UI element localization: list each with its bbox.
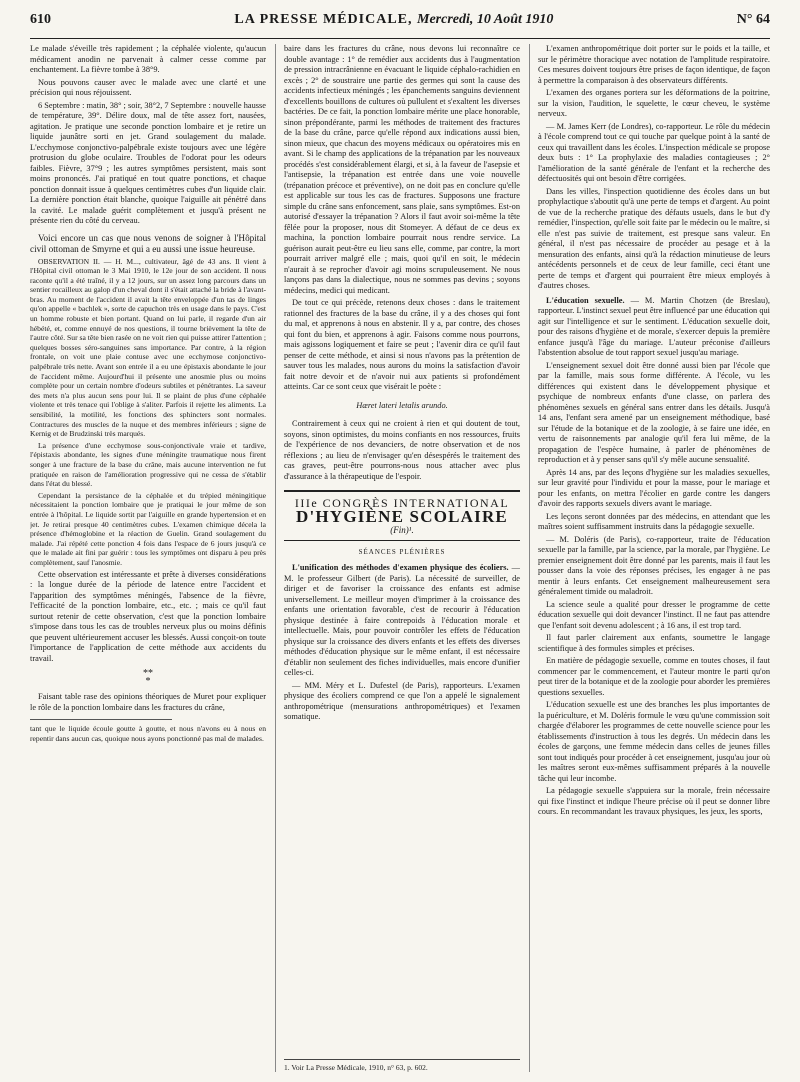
columns	[30, 44, 770, 1072]
paragraph	[538, 296, 770, 359]
paragraph: — MM. Méry et L. Dufestel (de Paris), rapporteurs. L'examen physique des écoliers comprend ce que l'on a appelé le signalement anthropométrique (mensurations anthropométriques) et l'examen somatique.	[284, 680, 520, 721]
congress-heading	[284, 490, 520, 541]
section-subtitle: SÉANCES PLÉNIÈRES	[358, 547, 446, 556]
paragraph: L'examen des organes portera sur les déformations de la poitrine, sur la vision, l'audition, le squelette, le cœur cheveu, le système nerveux.	[538, 88, 770, 118]
paragraph: 6 Septembre : matin, 38° ; soir, 38°2, 7 Septembre : nouvelle hausse de température, 39°. Délire doux, mal de tête assez fort, nausées, agitation. Je pratique une seconde ponction lombaire et je retire un liquide jaunâtre sorti en jet. Grand soulagement du malade. L'ecchymose conjonctivo-palpébrale existe toujours avec une légère protrusion du globe oculaire. Troubles de l'odorat pour les odeurs faibles. Fièvre, 37°9 ; les autres symptômes persistent, mais sont moins prononcés. J'ai pratiqué en tout quatre ponctions, et chaque ponction donnait issue à quelques centimètres cubes d'un liquide clair. La dernière ponction était blanche, quoique l'aiguille ait pénétré dans la cavité. Le malade guérit complètement et jusqu'à présent ne présente rien du côté du cerveau.	[30, 100, 266, 225]
paragraph: En matière de pédagogie sexuelle, comme en toutes choses, il faut commencer par le commencement, et l'auteur montre le parti qu'on peut tirer de la botanique et de la zoologie pour aborder les premières questions sexuelles.	[538, 656, 770, 697]
paragraph: Dans les villes, l'inspection quotidienne des écoles dans un but prophylactique s'aboutit qu'à une perte de temps et d'argent. Au point de vue de la recherche pratique des défauts usuels, dans le but d'y remédier, l'inspection, qu'elle soit faite par le médecin ou le maître, si elle n'est pas suivie de traitement, est presque sans valeur. En général, il n'est pas nécessaire de procéder au pesage et à la mensuration des enfants, ainsi qu'à la rédaction minutieuse de leurs antécédents personnels et de ceux de leur famille, ceci étant une perte de temps et d'argent qui pourraient être mieux employés à d'autres choses.	[538, 186, 770, 290]
congress-title-line2: D'HYGIÈNE SCOLAIRE	[296, 506, 508, 526]
congress-title-line1: IIIe CONGRÈS INTERNATIONAL	[294, 496, 510, 510]
paragraph: Contrairement à ceux qui ne croient à rien et qui doutent de tout, soyons, sinon optimistes, du moins confiants en nos ressources, fruits de l'expérience de nos devanciers, de notre observation et de nos réflexions ; au lieu de n'envisager qu'en désespérés le traitement des cas graves, peut-être pourrons-nous nous attacher avec plus d'assurance à la thérapeutique de l'espoir.	[284, 419, 520, 481]
paragraph: La science seule a qualité pour dresser le programme de cette éducation sexuelle qui doit devancer l'instinct. Il ne faut pas attendre que l'enfant soit devenu adolescent ; à 16 ans, il est trop tard.	[538, 599, 770, 630]
paragraph-text: — M. Martin Chotzen (de Breslau), rapporteur. L'instinct sexuel peut être influencé par une éducation qui agit sur l'intelligence et sur le sentiment. L'éducation sexuelle doit, pour des raisons d'hygiène et de morale, s'exercer depuis la première enfance jusqu'à l'âge du mariage. L'auteur préconise d'ailleurs l'abstention absolue de tout rapport sexuel jusqu'au mariage.	[538, 295, 770, 357]
issue-date: Mercredi, 10 Août 1910	[417, 12, 554, 27]
column-2	[284, 44, 520, 1072]
column-rule	[529, 44, 530, 1072]
paragraph: De tout ce qui précède, retenons deux choses : dans le traitement rationnel des fractures de la base du crâne, il y a des choses qui font du mal, et apprenons à nous en abstenir. Il y a, par contre, des choses qui font du bien, et apprenons à agir. Faisons comme nous pourrons, mais agissons logiquement et faire se peut ; l'avenir dira ce qu'il faut penser de cette méthode, et ainsi si nous n'avons pas la prétention de sauver tous les malades, nous aurons du moins la satisfaction d'avoir fait notre devoir et de n'avoir nui aux patients si profondément atteints. Car ce sont ceux que visérait le poète :	[284, 298, 520, 391]
paragraph: — M. Doléris (de Paris), co-rapporteur, traite de l'éducation sexuelle par la famille, par la science, par la morale, par l'hygiène. Le premier enseignement doit être donné par les parents, mais il faut les pousser dans la voie des réponses précises, les engager à ne pas mentir à leurs enfants. Cet enseignement malheureusement sera généralement timide ou maladroit.	[538, 534, 770, 596]
footnote: 1. Voir La Presse Médicale, 1910, n° 63, p. 602.	[284, 1059, 520, 1073]
paragraph: Les leçons seront données par des médecins, en attendant que les maîtres soient suffisamment instruits dans la pédagogie sexuelle.	[538, 511, 770, 531]
paragraph: L'examen anthropométrique doit porter sur le poids et la taille, et sur le périmètre thoracique avec notation de l'amplitude respiratoire. Ces mesures doivent toujours être prises de façon identique, de façon à permettre la comparaison à des observateurs différents.	[538, 44, 770, 85]
paragraph	[284, 563, 520, 679]
bottom-note: tant que le liquide écoule goutte à goutte, et nous n'avons eu à nous en repentir dans aucun cas, quoique nous ayons ponctionné pas mal de malades.	[30, 724, 266, 743]
paragraph: Cependant la persistance de la céphalée et du trépied méningitique nécessitaient la ponction lombaire que je pratiquai le jour même de son entrée à l'hôpital. Le liquide sortit par l'aiguille en grande hypertension et en jet. Je retirai presque 40 centimètres cubes. L'examen chimique décela la présence d'hémoglobine et la réaction de Guelin. Grand soulagement du malade. J'ai répété cette ponction 4 fois dans l'espace de 6 jours jusqu'à ce que le malade ait fini par guérir : tous les symptômes ont disparu à peu près complètement, sauf l'anosmie.	[30, 490, 266, 567]
paragraph: Nous pouvons causer avec le malade avec une clarté et une précision qui nous réjouissent.	[30, 77, 266, 97]
column-3	[538, 44, 770, 1072]
paragraph: La pédagogie sexuelle s'appuiera sur la morale, frein nécessaire qui fixe l'instinct et indique l'heure précise où il peut se donner libre cours. En recommandant les travaux physiques, les jeux, les sports,	[538, 786, 770, 816]
journal-name: LA PRESSE MÉDICALE,	[234, 12, 413, 27]
congress-title-line3: (Fin)¹.	[390, 525, 414, 535]
journal-title	[234, 12, 553, 28]
page-header	[30, 12, 770, 39]
paragraph: L'enseignement sexuel doit être donné aussi bien par l'école que par la famille, mais sous forme différente. A l'école, vu les différences qui existent dans le développement physique et psychique de nombreux enfants d'une classe, on parlera des phénomènes sexuels en général sans entrer dans les détails. Jusqu'à 14 ans, l'enfant sera amené par un enseignement méthodique, basé sur l'étude de la botanique et de la zoologie, à se faire une idée, en vertu de raisonnements par analogie qu'il fera lui même, de la propagation de l'espèce humaine, à parler de phénomènes de reproduction et à y penser sans qu'il s'y mêle aucune sensualité.	[538, 360, 770, 464]
observation-paragraph: OBSERVATION II. — H. M..., cultivateur, âgé de 43 ans. Il vient à l'Hôpital civil ottoman le 3 Mai 1910, le 12e jour de son accident. Il nous raconte qu'il a été traîné, il y a 12 jours, sur un assez long parcours dans un sentier rocailleux au galop d'un cheval dont il s'était attaché la bride à l'avant-bras. Au moment de l'accident il avait la tête enveloppée d'un tas de linges qu'on appelle « bachlek », sorte de capuchon très en usage dans le pays. C'est un homme robuste et bien portant. Quand on lui parle, il regarde d'un air hébété, et, comme ennuyé de nos questions, il tourne brièvement la tête de l'autre côté. Sur sa tête bien rasée on ne voit rien qui puisse attirer l'attention ; quelques bosses séro-sanguines sans importance. Par contre, à la région frontale, on voit une plaie contuse avec une ecchymose conjonctivo-palpébrale très nette. Avant son entrée il a eu une épistaxis abondante le jour de l'accident même. Aujourd'hui il présente une anosmie plus ou moins complète pour un certain nombre d'odeurs subtiles et pénétrantes. La saveur des mets n'a plus aucun sens pour lui. Il se plaint de plus d'une céphalée violente et très tenace qui l'oblige à s'aliter. Parfois il rejette les aliments. La sensibilité, la motilité, les fonctions des sphincters sont normales. Contractures des muscles de la nuque et des membres inférieurs ; signe de Kernig et de Brudzinski très marqués.	[30, 256, 266, 439]
page-number: 610	[30, 12, 51, 27]
paragraph: Il faut parler clairement aux enfants, soumettre le langage scientifique à des formules simples et précises.	[538, 633, 770, 653]
paragraph: Le malade s'éveille très rapidement ; la céphalée violente, qu'aucun médicament anodin ne parvenait à calmer cesse comme par enchantement. La fièvre tombe à 38°9.	[30, 44, 266, 74]
paragraph: L'éducation sexuelle est une des branches les plus importantes de la puériculture, et M. Doléris formule le vœu qu'une commission soit chargée d'élaborer les programmes de cette nouvelle science pour les établissements d'instruction à tous les degrés. Un médecin dans les écoles de garçons, une femme médecin dans celles de jeunes filles sont tout indiqués pour procéder à cet enseignement, jusqu'au jour où les maîtres seront eux-mêmes suffisamment préparés à la nouvelle tâche qui leur incombe.	[538, 700, 770, 783]
subsection-title: L'unification des méthodes d'examen physique des écoliers.	[292, 563, 509, 572]
paragraph: — M. James Kerr (de Londres), co-rapporteur. Le rôle du médecin à l'école comprend tout ce qui touche par quelque point à la santé de ceux qui travaillent dans les écoles. L'inspection médicale se propose deux buts : 1° La prophylaxie des maladies contagieuses ; 2° l'amélioration de la santé générale de l'enfant et la recherche des défectuosités qui ont besoin d'être corrigées.	[538, 121, 770, 183]
paragraph: Voici encore un cas que nous venons de soigner à l'Hôpital civil ottoman de Smyrne et qui a eu aussi une issue heureuse.	[30, 232, 266, 254]
paragraph-text: — M. le professeur Gilbert (de Paris). La nécessité de surveiller, de diriger et de favoriser la croissance des enfants est admise universellement. Le meilleur moyen d'imprimer à la croissance des enfants une orientation favorable, c'est de recourir à l'éducation physique destinée à faire contrepoids à l'éducation morale et intellectuelle. Mais, pour pouvoir contrôler les effets de l'éducation physique sur la croissance des divers enfants et les effets des diverses méthodes d'éducation physique sur le même enfant, il est nécessaire d'établir non seulement des fiches individuelles, mais encore d'unifier celles-ci.	[284, 563, 520, 677]
subsection-title: L'éducation sexuelle.	[546, 295, 625, 305]
issue-number: N° 64	[736, 12, 770, 27]
paragraph: La présence d'une ecchymose sous-conjonctivale vraie et tardive, l'épistaxis abondante, les signes d'une méningite traumatique nous firent songer à une fracture de la base du crâne, mais aucune intervention ne fut pratiquée en raison de l'amélioration progressive qui ne cessa de s'établir dans l'état du blessé.	[30, 440, 266, 489]
paragraph: Cette observation est intéressante et prête à diverses considérations : la longue durée de la période de latence entre l'accident et l'apparition des symptômes méningés, l'absence de la fièvre, l'efficacité de la ponction lombaire, etc., etc. ; mais ce qu'il faut surtout retenir de cette observation, c'est que la ponction lombaire s'impose dans tous les cas de troubles nerveux plus ou moins définis que peuvent ultérieurement accuser les blessés. Aussi conçoit-on toute l'importance de l'application de cette méthode aux accidents du travail.	[30, 569, 266, 663]
paragraph: Après 14 ans, par des leçons d'hygiène sur les maladies sexuelles, sur leur gravité pour l'individu et pour la masse, pour le mariage et pour les enfants, on mettra l'écolier en garde contre les dangers d'avoir des rapports sexuels divers avant le mariage.	[538, 467, 770, 508]
column-1	[30, 44, 266, 1072]
note-rule	[30, 719, 172, 720]
section-stars: ** *	[143, 668, 153, 687]
paragraph: Faisant table rase des opinions théoriques de Muret pour expliquer le rôle de la ponction lombaire dans les fractures du crâne,	[30, 692, 266, 712]
column-rule	[275, 44, 276, 1072]
paragraph: baire dans les fractures du crâne, nous devons lui reconnaître ce double avantage : 1° de remédier aux accidents dus à l'augmentation de pression intracrânienne en évacuant le liquide céphalo-rachidien en excès ; 2° de soustraire une partie des germes qui sont la cause des accidents infectieux méningés ; les épanchements sanguins deviennent d'excellents bouillons de cultures où pullulent et s'exaltent les diverses bactéries. De ce fait, la ponction lombaire mérite une place honorable, sinon prépondérante, parmi les méthodes de traitement des fractures de la base du crâne, parce qu'elle répond aux indications aussi bien, sinon mieux, que chacun des moyens médicaux ou opératoires mis en avant. Si le champ des applications de la trépanation par les nouveaux procédés s'est considérablement élargi, et si, à la faveur de l'asepsie et l'antisepsie, la trépanation est entrée dans une voie nouvelle (trépanation précoce et préventive), on ne doit pas en conclure qu'elle est applicable sur tous les cas de fractures. Supposons une fracture simple du crâne sans enfoncement, sans plaie, sans symptômes. Est-on autorisé d'essayer la trépanation ? Alors il faut avoir soi-même la tête fêlée pour la proposer, nous dit Stomeyer. A défaut de ce deus ex machina, la ponction lombaire pourrait nous rendre service. La guérison aurait peut-être eu lieu sans elle, comme, par contre, la mort pourrait arriver malgré elle ; mais, quoi qu'il en soit, le médecin n'aurait à se reprocher d'avoir agi moins scrupuleusement. Ne nous lançons pas dans la dialectique, nous ne sommes pas devins ; soyons médecins, medici qui medicant.	[284, 44, 520, 295]
verse-quote: Hæret lateri letalis arundo.	[356, 400, 448, 410]
